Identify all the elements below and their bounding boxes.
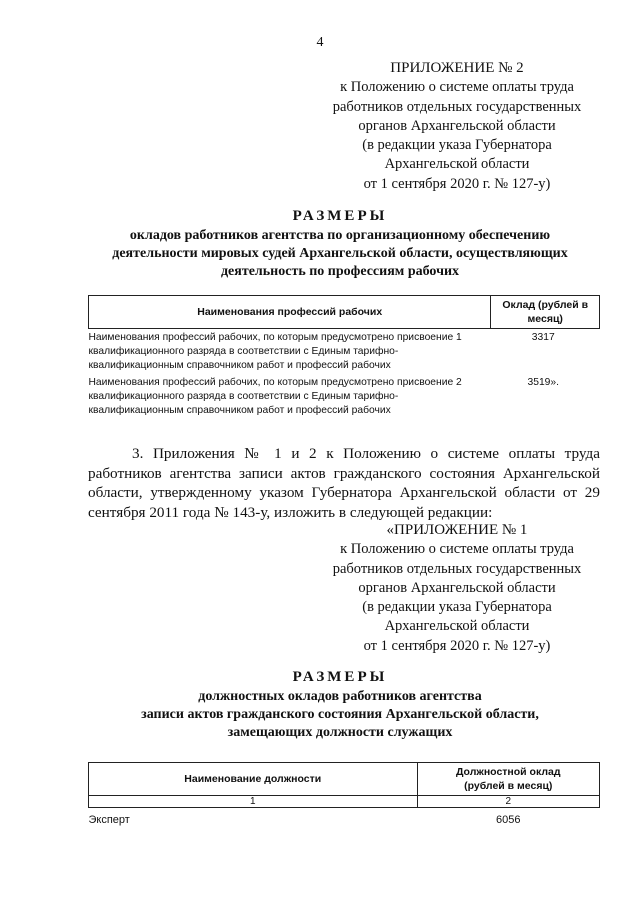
column-number-row [89,796,600,808]
appendix-heading: ПРИЛОЖЕНИЕ № 2 [390,60,524,76]
appendix-line: (в редакции указа Губернатора [362,599,552,616]
table-header-row [89,763,600,796]
title-line: деятельности мировых судей Архангельской области, осуществляющих [112,246,568,261]
title-heading: РАЗМЕРЫ [292,208,388,224]
table-header-row [89,296,600,329]
appendix-line: (в редакции указа Губернатора [362,137,552,154]
appendix-line: от 1 сентября 2020 г. № 127-у) [363,175,551,192]
header-line: (рублей в месяц) [464,780,553,792]
workers-salary-table [88,295,600,420]
appendix-line: к Положению о системе оплаты труда [340,79,574,96]
table-row [89,374,600,419]
paragraph-text: 3. Приложения № 1 и 2 к Положению о системе оплаты труда работников агентства записи актов гражданского состояния Архангельской области, утвержденному указом Губернатора Архангельской области от 29 сентября 2011 года № 143-у, изложить в следующей редакции: [88,445,600,521]
appendix-1-header-block [322,521,592,656]
section-title-employee-salaries [60,668,620,742]
column-header-position: Наименование должности [89,763,418,796]
header-line: Должностной оклад [455,766,561,778]
title-line: окладов работников агентства по организационному обеспечению [129,228,551,243]
table-row [89,808,600,828]
appendix-line: работников отдельных государственных [332,560,582,577]
appendix-2-header-block [322,59,592,194]
salary-value-cell: 3317 [531,332,555,343]
appendix-line: работников отдельных государственных [332,98,582,115]
column-number: 2 [417,796,600,808]
employee-salary-table [88,762,600,827]
title-line: должностных окладов работников агентства [198,689,482,704]
title-line: замещающих должности служащих [227,725,453,740]
column-number: 1 [89,796,418,808]
appendix-line: Архангельской области [384,156,530,173]
appendix-line: к Положению о системе оплаты труда [340,541,574,558]
title-line: деятельность по профессиям рабочих [220,264,460,279]
appendix-line: органов Архангельской области [358,579,556,596]
position-name-cell: Эксперт [88,814,130,826]
salary-value-cell: 6056 [496,814,521,826]
title-line: записи актов гражданского состояния Архангельской области, [141,707,539,722]
appendix-line: от 1 сентября 2020 г. № 127-у) [363,637,551,654]
section-title-workers-salaries [60,207,620,281]
salary-value-cell: 3519». [527,377,559,389]
column-header-salary [417,763,600,796]
column-header-salary: Оклад (рублей в месяц) [491,296,600,329]
page-number: 4 [316,35,324,50]
profession-name-cell: Наименования профессий рабочих, по которым предусмотрено присвоение 2 квалификационного разряда в соответствии с Единым тарифно-квалификационным справочником работ и профессий рабочих [88,377,462,416]
appendix-heading: «ПРИЛОЖЕНИЕ № 1 [386,522,528,538]
amendment-paragraph [88,444,600,522]
title-heading: РАЗМЕРЫ [292,669,388,685]
appendix-line: органов Архангельской области [358,117,556,134]
appendix-line: Архангельской области [384,618,530,635]
profession-name-cell: Наименования профессий рабочих, по которым предусмотрено присвоение 1 квалификационного разряда в соответствии с Единым тарифно-квалификационным справочником работ и профессий рабочих [88,332,462,371]
column-header-profession: Наименования профессий рабочих [89,296,491,329]
table-row [89,329,600,375]
